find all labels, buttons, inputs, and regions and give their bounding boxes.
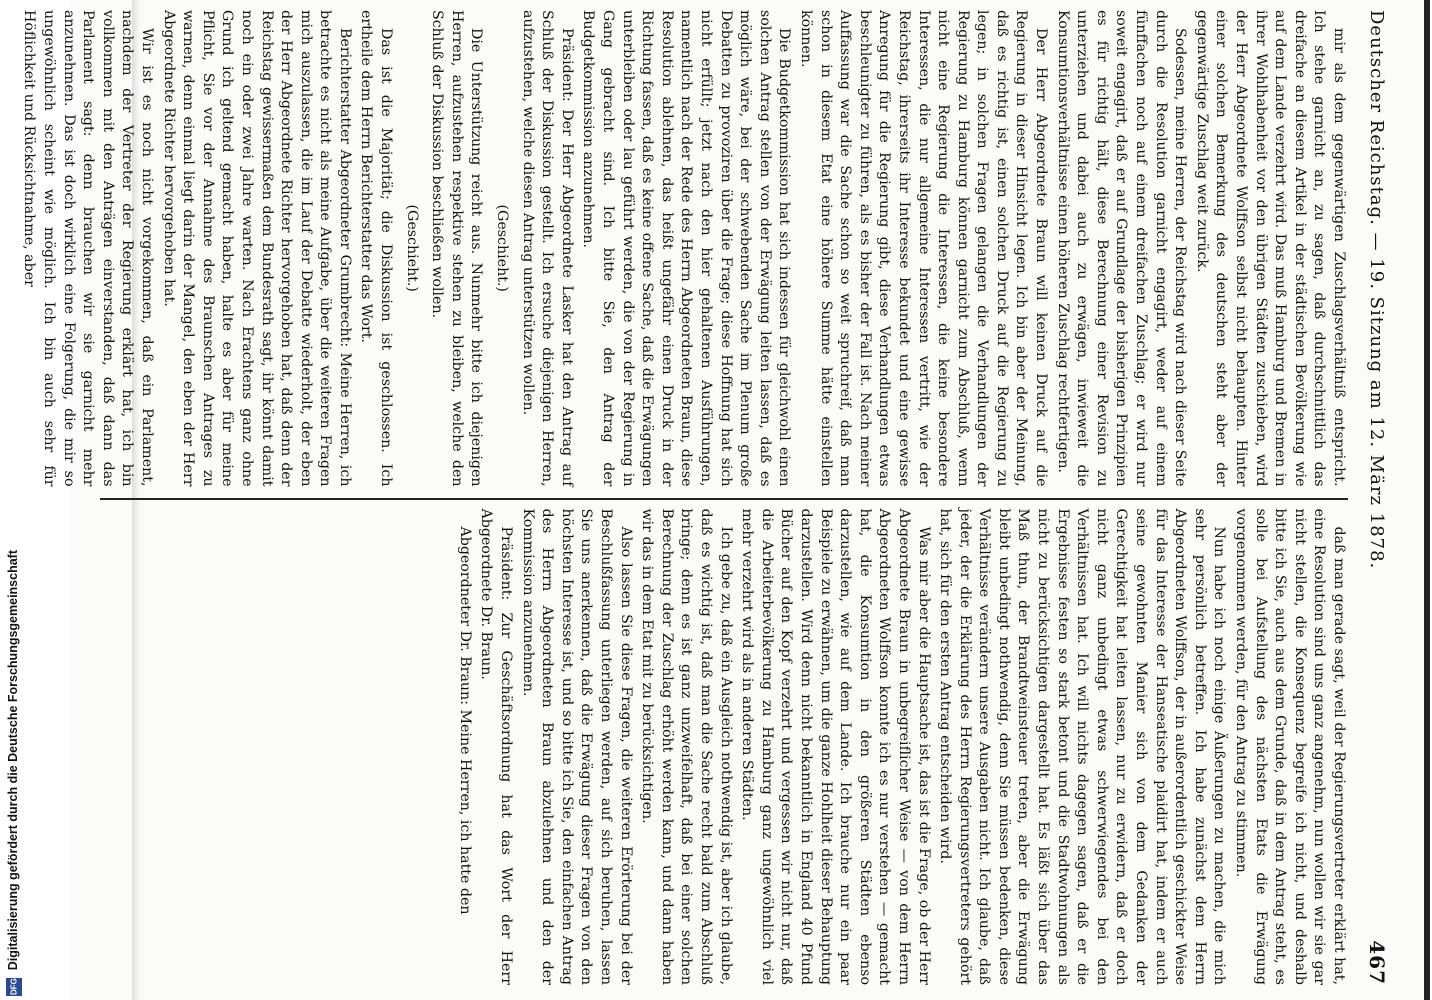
- scanned-page: [21, 0, 1430, 1000]
- right-column: [100, 509, 1348, 986]
- paragraph: Das ist die Majorität; die Diskussion ist geschlossen. Ich ertheile dem Herrn Berichterstatter das Wort.: [358, 10, 395, 487]
- page-number: 467: [1365, 940, 1389, 985]
- paragraph: Der Herr Abgeordnete Braun will keinen Druck auf die Regierung in dieser Hinsicht legen. Ich bin aber der Meinung, daß es richtig ist, einen solchen Druck auf die Regierung zu legen; in solchen Fragen gelangen die Verhandlungen der Regierung zu Hamburg können garnicht zum Abschluß, wenn nicht eine Regierung die Interessen, die keine besondere Interessen, die nur allgemeine Interessen vertritt, wie der Reichstag, ihrerseits ihr Interesse bekundet und eine gewisse Anregung für die Regierung gibt, diese Verhandlungen etwas beschleunigter zu führen, als es bisher der Fall ist. Nach meiner Auffassung war die Sache schon so weit spruchreif, daß man schon in diesem Etat eine höhere Summe hätte einstellen können.: [797, 10, 1050, 487]
- text-columns: [21, 10, 1348, 985]
- paragraph: Präsident: Der Herr Abgeordnete Lasker hat den Antrag auf Schluß der Diskussion gestellt. Ich ersuche diejenigen Herren, aufzustehen, welche diesen Antrag unterstützen wollen.: [519, 10, 575, 487]
- page-header: [1354, 10, 1400, 985]
- left-column: [21, 10, 1348, 487]
- paragraph: Berichterstatter Abgeordneter Grumbrecht: Meine Herren, ich betrachte es nicht als meine Aufgabe, über die weiteren Fragen mich auszulassen, die im Lauf der Debatte wiederholt, der eben der Herr Abgeordnete Richter hervorgehoben hat, daß denn der Reichstag gewissermaßen dem Bundesrath sagt, ihr könnt damit noch ein oder zwei Jahre warten. Nach Erachtens ganz ohne Grund ich geltend gemacht haben, halte es aber für meine Pflicht, Sie vor der Annahme des Braunschen Antrages zu warnen, denn einmal liegt darin der Mangel, den eben der Herr Abgeordnete Richter hervorgehoben hat.: [160, 10, 353, 487]
- dfg-logo: DFG: [6, 978, 22, 996]
- paragraph: Abgeordneter Dr. Braun: Meine Herren, ich hatte den: [456, 526, 473, 915]
- paragraph: (Geschieht.): [403, 204, 420, 292]
- page-body: [21, 10, 1400, 985]
- rotated-page-content: [21, 0, 1430, 1000]
- paragraph: Sodessen, meine Herren, der Reichstag wird nach dieser Seite durch die Resolution garnicht engagirt, weder auf einem fünffachen noch auf einem dreifachen Zuschlag; er wird nur soweit engagirt, daß er auf Grundlage der bisherigen Prinzipien es für richtig hält, diese Berechnung einer Revision zu unterziehen und dabei auch zu erwägen, inwieweit die Konsumtionsverhältnisse einen höheren Zuschlag rechtfertigen.: [1054, 10, 1189, 487]
- digitization-credit: [2, 0, 26, 1000]
- credit-text: Digitalisierung gefördert durch die Deutsche Forschungsgemeinschaft: [6, 549, 20, 970]
- paragraph: mir als dem gegenwärtigen Zuschlagsverhältniß entspricht. Ich stehe garnicht an, zu sagen, daß durchschnittlich das dreifache an diesem Artikel in der städtischen Bevölkerung wie auf dem Lande verzehrt wird. Das muß Hamburg und Bremen in ihrer Wohlhabenheit vor den übrigen Städten zuschieben, wird der Herr Abgeordnete Wolffson selbst nicht behaupten. Hinter einer solchen Bemerkung des deutschen steht aber der gegenwärtige Zuschlag weit zurück.: [1193, 10, 1347, 487]
- paragraph: (Geschieht.): [494, 204, 511, 292]
- page-title: Deutscher Reichstag. — 19. Sitzung am 12. März 1878.: [1366, 10, 1388, 570]
- paragraph: Ich gebe zu, daß ein Ausgleich nothwendig ist, aber ich glaube, daß es wichtig ist, daß man die Sache recht bald zum Abschluß bringe; denn es ist ganz unzweifelhaft, daß bei einer solchen Berechnung der Zuschlag erhöht werden kann, und dann haben wir das in dem Etat mit zu berücksichtigen.: [639, 508, 734, 985]
- paragraph: Nun habe ich noch einige Äußerungen zu machen, die mich sehr persönlich betreffen. Ich habe zunächst dem Herrn Abgeordneten Wolffson, der in außerordentlich geschickter Weise für das Interesse der Hanseatische plaidirt hat, indem er auch seine gewohnten Manier sich von dem Gedanken der Gerechtigkeit hat leiten lassen, nur zu erwidern, daß er doch nicht ganz unbedingt etwas schwerwiegendes bei den Verhältnissen hat. Ich will nichts dagegen sagen, daß er die Ergebnisse festen so stark betont und die Stadtwohnungen als nicht zu berücksichtigen dargestellt hat. Es läßt sich über das Maß thun, der Brandtweinsteuer treten, aber die Erwägung bleibt unbedingt nothwendig, denn Sie müssen bedenken, diese Verhältnisse verändern unsere Ausgaben nicht. Ich glaube, daß jeder, der die Erklärung des Herrn Regierungsvertreters gehört hat, sich für den ersten Antrag entscheiden wird.: [937, 508, 1228, 985]
- paragraph: Die Budgetkommission hat sich indessen für gleichwohl einen solchen Antrag stellen von der Erwägung leiten lassen, daß es möglich wäre, bei der schwebenden Sache im Plenum große Debatten zu provoziren über die Frage; diese Hoffnung hat sich nicht erfüllt; jetzt nach den hier gehaltenen Ausführungen, namentlich nach der Rede des Herrn Abgeordneten Braun, diese Resolution ablehnen, das heißt ungefähr einen Druck in der Richtung fassen, daß es keine offene Sache, daß die Erwägungen unterbleiben oder lau geführt werden, die von der Regierung in Gang gebracht sind. Ich bitte Sie, den Antrag der Budgetkommission anzunehmen.: [580, 10, 793, 487]
- paragraph: Was mir aber die Hauptsache ist, das ist die Frage, ob der Herr Abgeordnete Braun in unbegreiflicher Weise — von dem Herrn Abgeordneten Wolffson konnte ich es nur verstehen — gemacht hat, die Konsumtion in den größeren Städten ebenso darzustellen, wie auf dem Lande. Ich brauche nur ein paar Beispiele zu erwähnen, um die ganze Hohlheit dieser Behauptung darzustellen. Wird denn nicht bekanntlich in England 40 Pfund Bücher auf den Kopf verzehrt und vergessen wir nicht nur, daß die Arbeiterbevölkerung zu Hamburg ganz ungewöhnlich viel mehr verzehrt wird als in anderen Städten.: [739, 508, 932, 985]
- paragraph: Wir ist es noch nicht vorgekommen, daß ein Parlament, nachdem der Vertreter der Regierung erklärt hat, ich bin vollkommen mit den Anträgen einverstanden, daß dann das Parlament sagt: denn brauchen wir sie garnicht mehr anzunehmen. Das ist doch wirklich eine Folgerung, die mir so ungewöhnlich scheint wie möglich. Ich bin auch sehr für Höflichkeit und Rücksichtnahme, aber: [21, 10, 155, 487]
- paragraph: Also lassen Sie diese Fragen, die weiteren Erörterung bei der Beschlußfassung unterliegen werden, auf sich beruhen, lassen Sie uns anerkennen, daß die Erwägung dieser Fragen von den höchsten Interesse ist, und so bitte ich Sie, den einfachen Antrag des Herrn Abgeordneten Braun abzulehnen und den der Kommission anzunehmen.: [519, 508, 634, 985]
- paragraph: Präsident: Zur Geschäftsordnung hat das Wort der Herr Abgeordnete Dr. Braun.: [478, 508, 515, 985]
- paragraph: daß man gerade sagt, weil der Regierungsvertreter erklärt hat, eine Resolution sind uns ganz angenehm, nun wollen wir sie gar nicht stellen, die Konsequenz begreife ich nicht, und deshalb bitte ich Sie, auch aus dem Grunde, daß in dem Antrag steht, es solle bei Aufstellung des nächsten Etats die Erwägung vorgenommen werden, für den Antrag zu stimmen.: [1233, 508, 1347, 985]
- paragraph: Die Unterstützung reicht aus. Nunmehr bitte ich diejenigen Herren, aufzustehen respektive stehen zu bleiben, welche den Schluß der Diskussion beschließen wollen.: [429, 10, 485, 487]
